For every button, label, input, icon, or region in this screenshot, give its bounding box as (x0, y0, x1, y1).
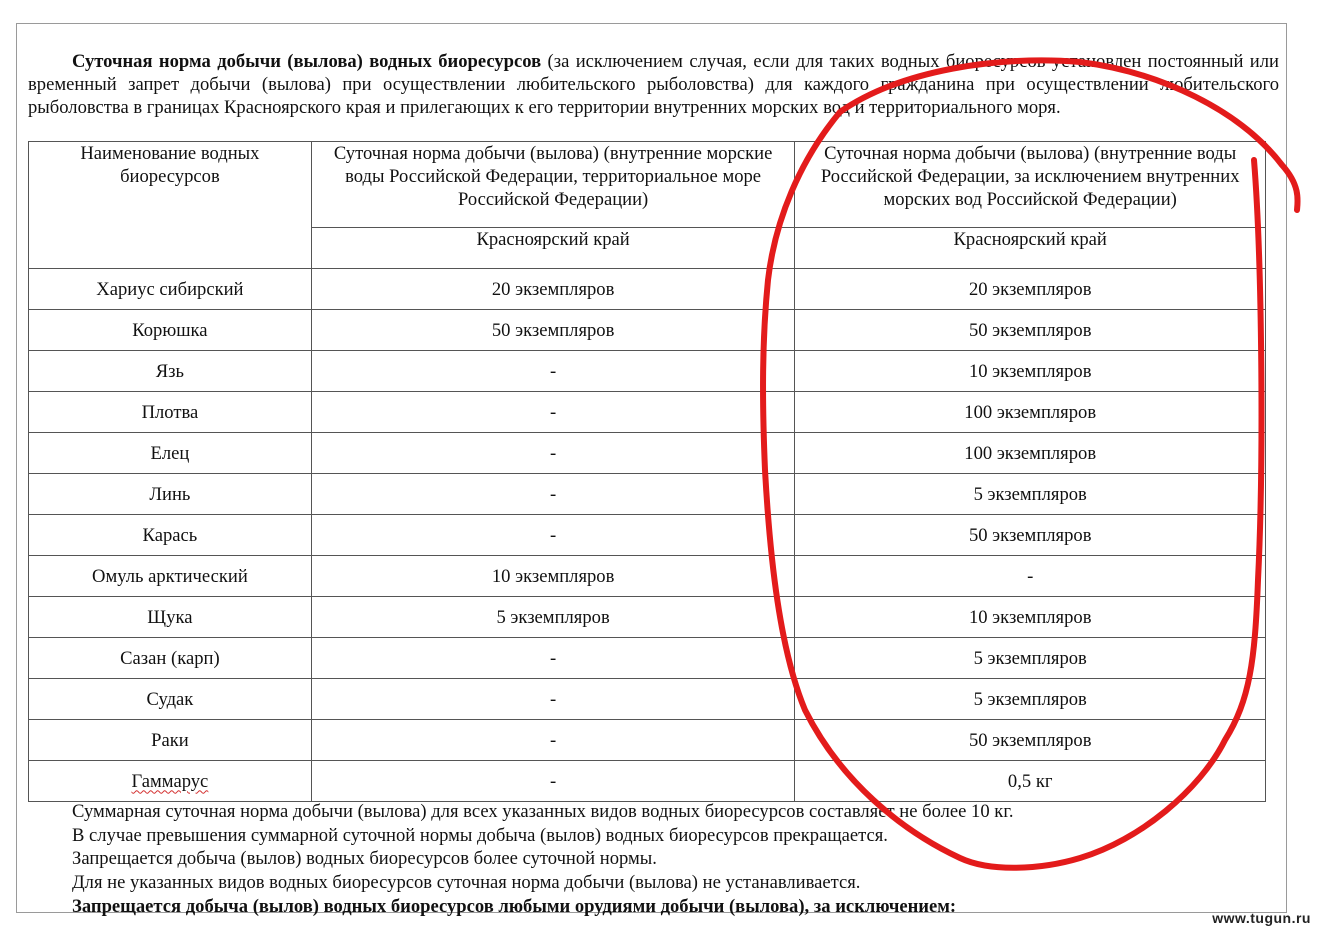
table-row (29, 556, 1266, 597)
cell-inland-norm: 20 экземпляров (795, 269, 1266, 310)
table-row (29, 474, 1266, 515)
cell-sea-norm: - (311, 720, 795, 761)
cell-inland-norm: 50 экземпляров (795, 515, 1266, 556)
table-row (29, 638, 1266, 679)
table-row (29, 392, 1266, 433)
cell-resource-name: Раки (29, 720, 312, 761)
intro-bold-lead: Суточная норма добычи (вылова) водных биоресурсов (72, 51, 542, 72)
cell-inland-norm: 50 экземпляров (795, 720, 1266, 761)
cell-sea-norm: - (311, 515, 795, 556)
header-region-inland: Красноярский край (795, 228, 1266, 269)
note-prohibited-over-norm: Запрещается добыча (вылов) водных биоресурсов более суточной нормы. (72, 848, 657, 870)
cell-inland-norm: 100 экземпляров (795, 392, 1266, 433)
cell-sea-norm: - (311, 474, 795, 515)
table-row (29, 269, 1266, 310)
cell-sea-norm: - (311, 679, 795, 720)
cell-resource-name: Линь (29, 474, 312, 515)
cell-resource-name: Сазан (карп) (29, 638, 312, 679)
header-sea-waters: Суточная норма добычи (вылова) (внутренние морские воды Российской Федерации, территориальное море Российской Федерации) (311, 142, 795, 228)
table-row (29, 720, 1266, 761)
cell-inland-norm: 50 экземпляров (795, 310, 1266, 351)
cell-resource-name: Хариус сибирский (29, 269, 312, 310)
cell-inland-norm: 100 экземпляров (795, 433, 1266, 474)
cell-inland-norm: - (795, 556, 1266, 597)
cell-resource-name: Корюшка (29, 310, 312, 351)
cell-sea-norm: 10 экземпляров (311, 556, 795, 597)
cell-sea-norm: - (311, 638, 795, 679)
header-inland-waters: Суточная норма добычи (вылова) (внутренние воды Российской Федерации, за исключением внутренних морских вод Российской Федерации) (795, 142, 1266, 228)
note-gear-restriction: Запрещается добыча (вылов) водных биоресурсов любыми орудиями добычи (вылова), за исключением: (72, 895, 957, 917)
catch-norms-table (28, 141, 1266, 802)
cell-resource-name: Елец (29, 433, 312, 474)
cell-resource-name: Судак (29, 679, 312, 720)
note-unlisted-species: Для не указанных видов водных биоресурсов суточная норма добычи (вылова) не устанавливается. (72, 872, 861, 894)
table-row (29, 310, 1266, 351)
table-body (29, 269, 1266, 802)
cell-sea-norm: 20 экземпляров (311, 269, 795, 310)
cell-sea-norm: 5 экземпляров (311, 597, 795, 638)
intro-text: (за исключением случая, если для таких водных биоресурсов установлен постоянный или временный запрет добычи (вылова) при осуществлении любительского рыболовства) для каждого гражданина при осуществлении любительского рыболовства в границах Красноярского края и прилегающих к его территории внутренних морских вод и территориального моря. (28, 51, 1279, 118)
cell-sea-norm: - (311, 392, 795, 433)
cell-inland-norm: 0,5 кг (795, 761, 1266, 802)
cell-sea-norm: 50 экземпляров (311, 310, 795, 351)
cell-resource-name: Карась (29, 515, 312, 556)
note-exceed-stop: В случае превышения суммарной суточной нормы добыча (вылов) водных биоресурсов прекращается. (72, 824, 888, 846)
header-resource-name: Наименование водных биоресурсов (29, 142, 312, 269)
cell-resource-name: Омуль арктический (29, 556, 312, 597)
cell-inland-norm: 10 экземпляров (795, 351, 1266, 392)
header-region-sea: Красноярский край (311, 228, 795, 269)
cell-inland-norm: 5 экземпляров (795, 638, 1266, 679)
note-total-limit: Суммарная суточная норма добычи (вылова) для всех указанных видов водных биоресурсов составляет не более 10 кг. (72, 801, 1014, 822)
cell-sea-norm: - (311, 433, 795, 474)
cell-resource-name: Язь (29, 351, 312, 392)
cell-resource-name: Гаммарус (29, 761, 312, 802)
table-row (29, 597, 1266, 638)
cell-resource-name: Плотва (29, 392, 312, 433)
table-row (29, 761, 1266, 802)
cell-sea-norm: - (311, 761, 795, 802)
cell-resource-name: Щука (29, 597, 312, 638)
table-row (29, 679, 1266, 720)
table-row (29, 433, 1266, 474)
cell-inland-norm: 5 экземпляров (795, 474, 1266, 515)
cell-inland-norm: 5 экземпляров (795, 679, 1266, 720)
cell-sea-norm: - (311, 351, 795, 392)
cell-inland-norm: 10 экземпляров (795, 597, 1266, 638)
table-row (29, 515, 1266, 556)
notes-block (72, 800, 1252, 919)
table-row (29, 351, 1266, 392)
watermark: www.tugun.ru (1212, 910, 1311, 926)
intro-paragraph (28, 50, 1279, 119)
